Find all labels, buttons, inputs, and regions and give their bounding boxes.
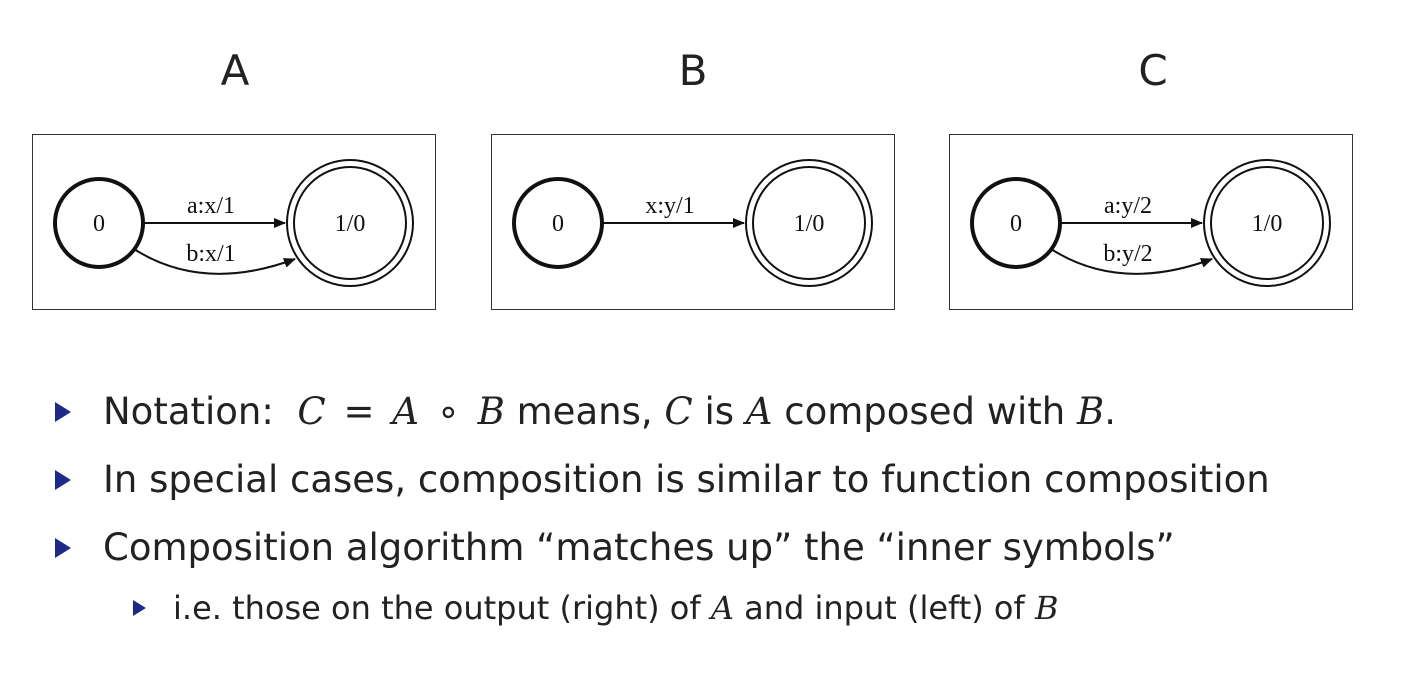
fsm-diagram-b — [492, 135, 896, 311]
final-state-label: 1/0 — [793, 211, 825, 237]
math-var-c-2: C — [664, 390, 693, 433]
start-state-label: 0 — [552, 211, 564, 237]
start-state-label: 0 — [1010, 211, 1022, 237]
bullet-triangle-icon — [55, 470, 71, 490]
bullet-notation-composed-with: composed with — [784, 390, 1066, 433]
bullet-triangle-icon — [55, 402, 71, 422]
bullet-notation-means: means, — [516, 390, 653, 433]
final-state-label: 1/0 — [1251, 211, 1283, 237]
math-var-b-2: B — [1076, 390, 1105, 433]
bullet-list — [55, 388, 1395, 630]
transition-label-top: a:x/1 — [187, 193, 235, 219]
transition-label-bottom: b:x/1 — [186, 241, 236, 267]
sub-bullet-pre: i.e. those on the output (right) of — [173, 589, 701, 627]
math-var-b-3: B — [1034, 589, 1059, 627]
start-state-label: 0 — [93, 211, 105, 237]
final-state-label: 1/0 — [334, 211, 366, 237]
fsm-diagram-c — [950, 135, 1354, 311]
math-var-a-2: A — [745, 390, 773, 433]
math-var-a-3: A — [710, 589, 734, 627]
bullet-special-cases — [55, 456, 1395, 524]
bullet-triangle-icon — [55, 538, 71, 558]
bullet-notation — [55, 388, 1395, 456]
bullet-special-cases-text: In special cases, composition is similar to function composition — [103, 458, 1270, 501]
bullet-notation-lead: Notation: — [103, 390, 274, 433]
sub-bullet-triangle-icon — [133, 600, 146, 616]
fsm-panel-b — [491, 134, 895, 310]
panel-title-a: A — [220, 46, 250, 95]
math-compose-operator: ∘ — [436, 390, 460, 433]
panel-title-b: B — [678, 46, 708, 95]
fsm-panel-a — [32, 134, 436, 310]
bullet-algorithm — [55, 524, 1395, 592]
math-equals: = — [343, 390, 375, 433]
bullet-notation-is: is — [704, 390, 735, 433]
sub-bullet-inner-symbols — [133, 586, 1395, 630]
sub-bullet-mid: and input (left) of — [744, 589, 1025, 627]
bullet-algorithm-text: Composition algorithm “matches up” the “inner symbols” — [103, 526, 1175, 569]
math-var-b: B — [477, 390, 505, 433]
transition-label-top: x:y/1 — [645, 193, 695, 219]
math-var-a: A — [392, 390, 419, 433]
bullet-notation-period: . — [1104, 390, 1116, 433]
math-var-c: C — [297, 390, 326, 433]
transition-label-bottom: b:y/2 — [1103, 241, 1153, 267]
transition-label-top: a:y/2 — [1104, 193, 1152, 219]
fsm-diagram-a — [33, 135, 437, 311]
fsm-panel-c — [949, 134, 1353, 310]
panel-title-c: C — [1138, 46, 1168, 95]
